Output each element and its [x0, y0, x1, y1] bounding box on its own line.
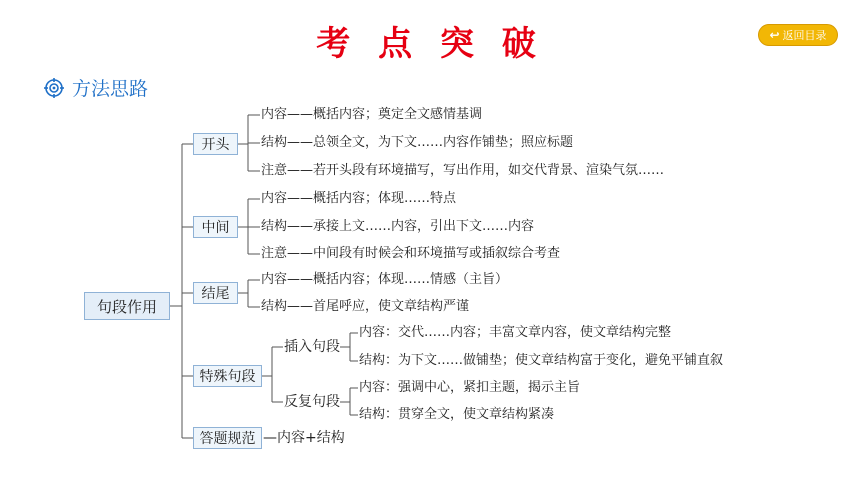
return-label: 返回目录: [782, 29, 827, 42]
insert-item: 内容：交代……内容；丰富文章内容，使文章结构完整: [359, 325, 672, 340]
root-node: [84, 292, 170, 320]
opening-item: 结构——总领全文，为下文……内容作铺垫；照应标题: [261, 135, 574, 150]
insert-item: 结构：为下文……做铺垫；使文章结构富于变化，避免平铺直叙: [359, 353, 724, 368]
node-ending: [193, 282, 238, 304]
middle-item: 注意——中间段有时候会和环境描写或插叙综合考查: [261, 246, 561, 261]
repeat-item: 结构：贯穿全文，使文章结构紧凑: [359, 407, 555, 422]
node-special-label: 特殊句段: [199, 369, 256, 385]
node-middle-label: 中间: [201, 220, 230, 236]
repeat-item: 内容：强调中心，紧扣主题，揭示主旨: [359, 380, 581, 395]
ending-item: 结构——首尾呼应，使文章结构严谨: [261, 299, 470, 314]
node-opening: [193, 133, 238, 155]
node-middle: [193, 216, 238, 238]
middle-item: 内容——概括内容；体现……特点: [261, 191, 457, 206]
node-special: [193, 365, 262, 387]
ending-item: 内容——概括内容；体现……情感（主旨）: [261, 272, 509, 287]
node-ending-label: 结尾: [201, 286, 230, 302]
return-arrow-icon: ↩: [769, 28, 780, 42]
middle-item: 结构——承接上文……内容，引出下文……内容: [261, 219, 535, 234]
node-norms-label: 答题规范: [199, 431, 256, 447]
node-norms: [193, 427, 262, 449]
root-label: 句段作用: [96, 297, 157, 316]
norms-text: —内容+结构: [263, 430, 345, 446]
section-label: 方法思路: [72, 78, 149, 100]
page-title: 考 点 突 破: [316, 24, 544, 64]
opening-item: 注意——若开头段有环境描写，写出作用，如交代背景、渲染气氛……: [261, 163, 665, 178]
node-opening-label: 开头: [201, 137, 230, 153]
insert-node-label: 插入句段: [284, 339, 340, 355]
repeat-node-label: 反复句段: [284, 394, 340, 410]
opening-item: 内容——概括内容；奠定全文感情基调: [261, 107, 483, 122]
